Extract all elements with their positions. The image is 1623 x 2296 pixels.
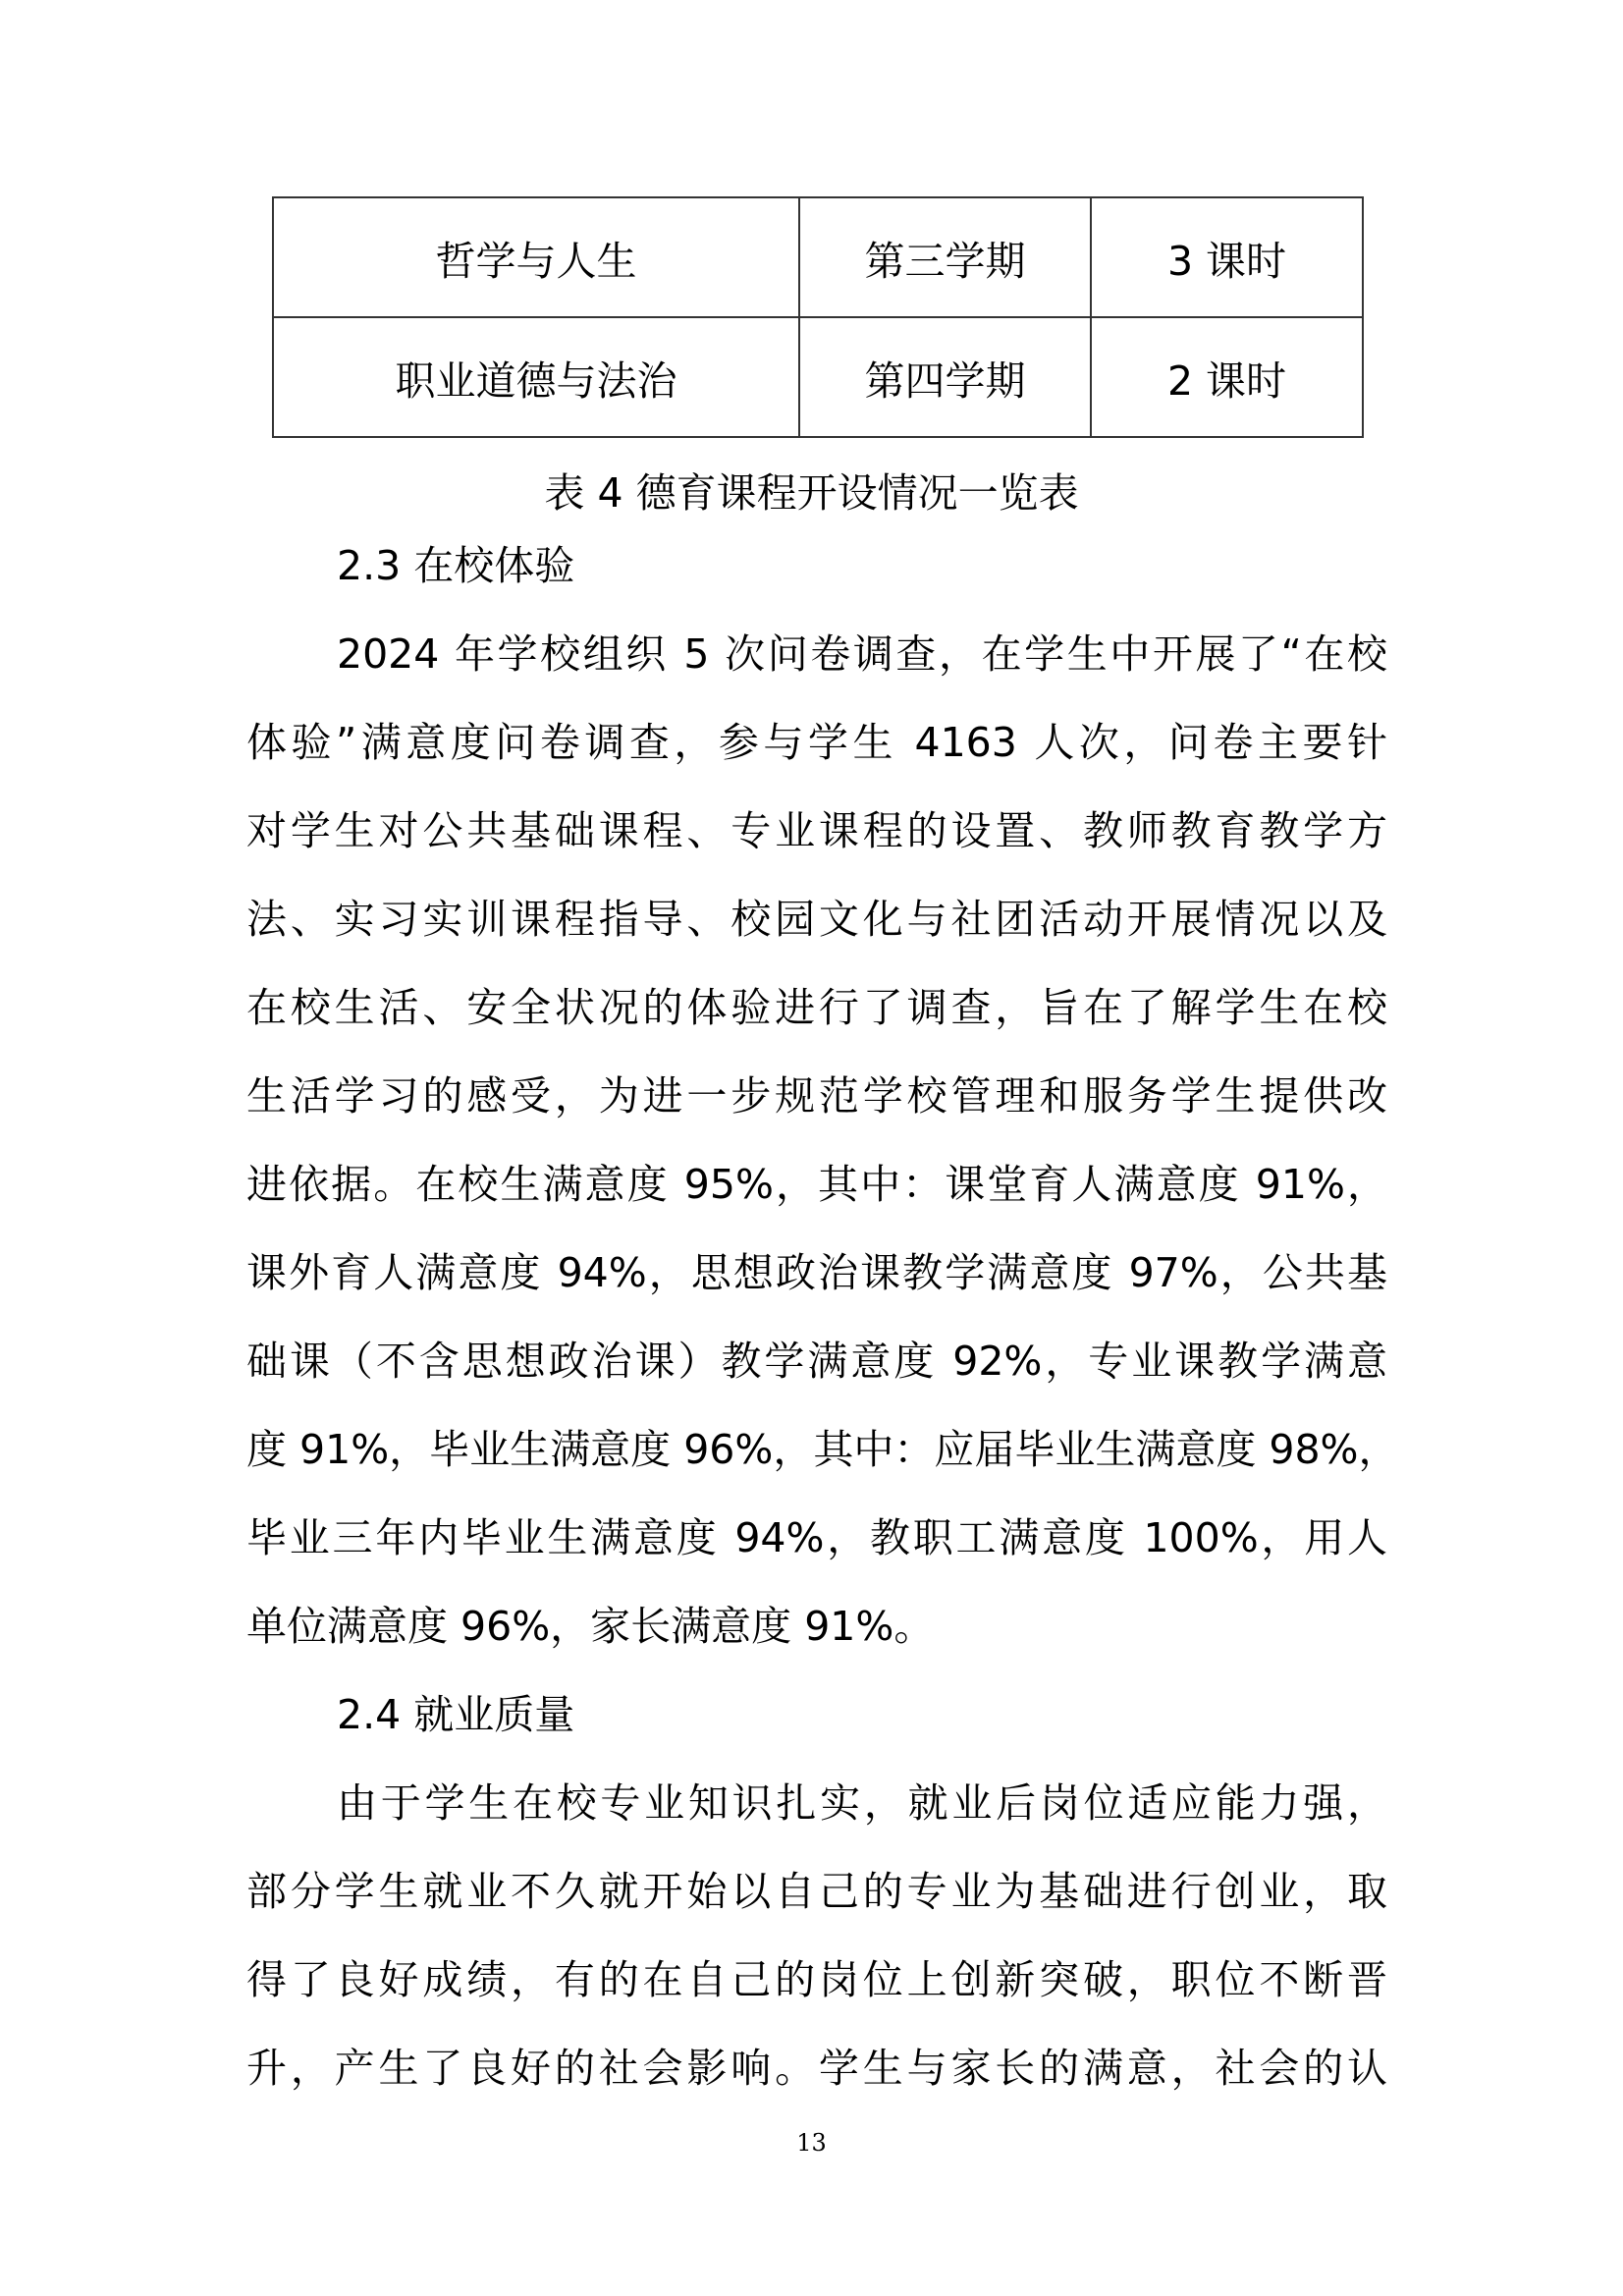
course-name-cell: 哲学与人生 [273,197,799,317]
paragraph-line: 由于学生在校专业知识扎实，就业后岗位适应能力强， [337,1779,1387,1827]
paragraph-line: 进依据。在校生满意度 95%，其中：课堂育人满意度 91%， [246,1161,1387,1208]
paragraph-line: 法、实习实训课程指导、校园文化与社团活动开展情况以及 [246,896,1387,943]
course-table [272,196,1364,438]
semester-cell: 第四学期 [799,317,1091,437]
table-row [273,197,1363,317]
semester-cell: 第三学期 [799,197,1091,317]
section-heading-2-4: 2.4 就业质量 [337,1691,575,1738]
paragraph-line: 2024 年学校组织 5 次问卷调查，在学生中开展了“在校 [337,630,1387,678]
hours-cell: 3 课时 [1091,197,1363,317]
table-caption: 表 4 德育课程开设情况一览表 [544,469,1079,517]
paragraph-line: 毕业三年内毕业生满意度 94%，教职工满意度 100%，用人 [246,1514,1387,1561]
paragraph-line: 对学生对公共基础课程、专业课程的设置、教师教育教学方 [246,807,1387,854]
section-heading-2-3: 2.3 在校体验 [337,542,575,589]
paragraph-line: 础课（不含思想政治课）教学满意度 92%，专业课教学满意 [246,1338,1387,1385]
paragraph-line: 度 91%，毕业生满意度 96%，其中：应届毕业生满意度 98%， [246,1426,1399,1473]
paragraph-line: 课外育人满意度 94%，思想政治课教学满意度 97%，公共基 [246,1249,1387,1296]
paragraph-line: 升，产生了良好的社会影响。学生与家长的满意，社会的认 [246,2045,1387,2092]
paragraph-line: 单位满意度 96%，家长满意度 91%。 [246,1603,935,1650]
paragraph-line: 得了良好成绩，有的在自己的岗位上创新突破，职位不断晋 [246,1956,1387,2003]
hours-cell: 2 课时 [1091,317,1363,437]
paragraph-line: 在校生活、安全状况的体验进行了调查，旨在了解学生在校 [246,984,1387,1031]
paragraph-line: 部分学生就业不久就开始以自己的专业为基础进行创业，取 [246,1868,1387,1915]
course-name-cell: 职业道德与法治 [273,317,799,437]
paragraph-line: 体验”满意度问卷调查，参与学生 4163 人次，问卷主要针 [246,719,1387,766]
paragraph-line: 生活学习的感受，为进一步规范学校管理和服务学生提供改 [246,1072,1387,1120]
page-number: 13 [796,2129,827,2157]
table-row [273,317,1363,437]
